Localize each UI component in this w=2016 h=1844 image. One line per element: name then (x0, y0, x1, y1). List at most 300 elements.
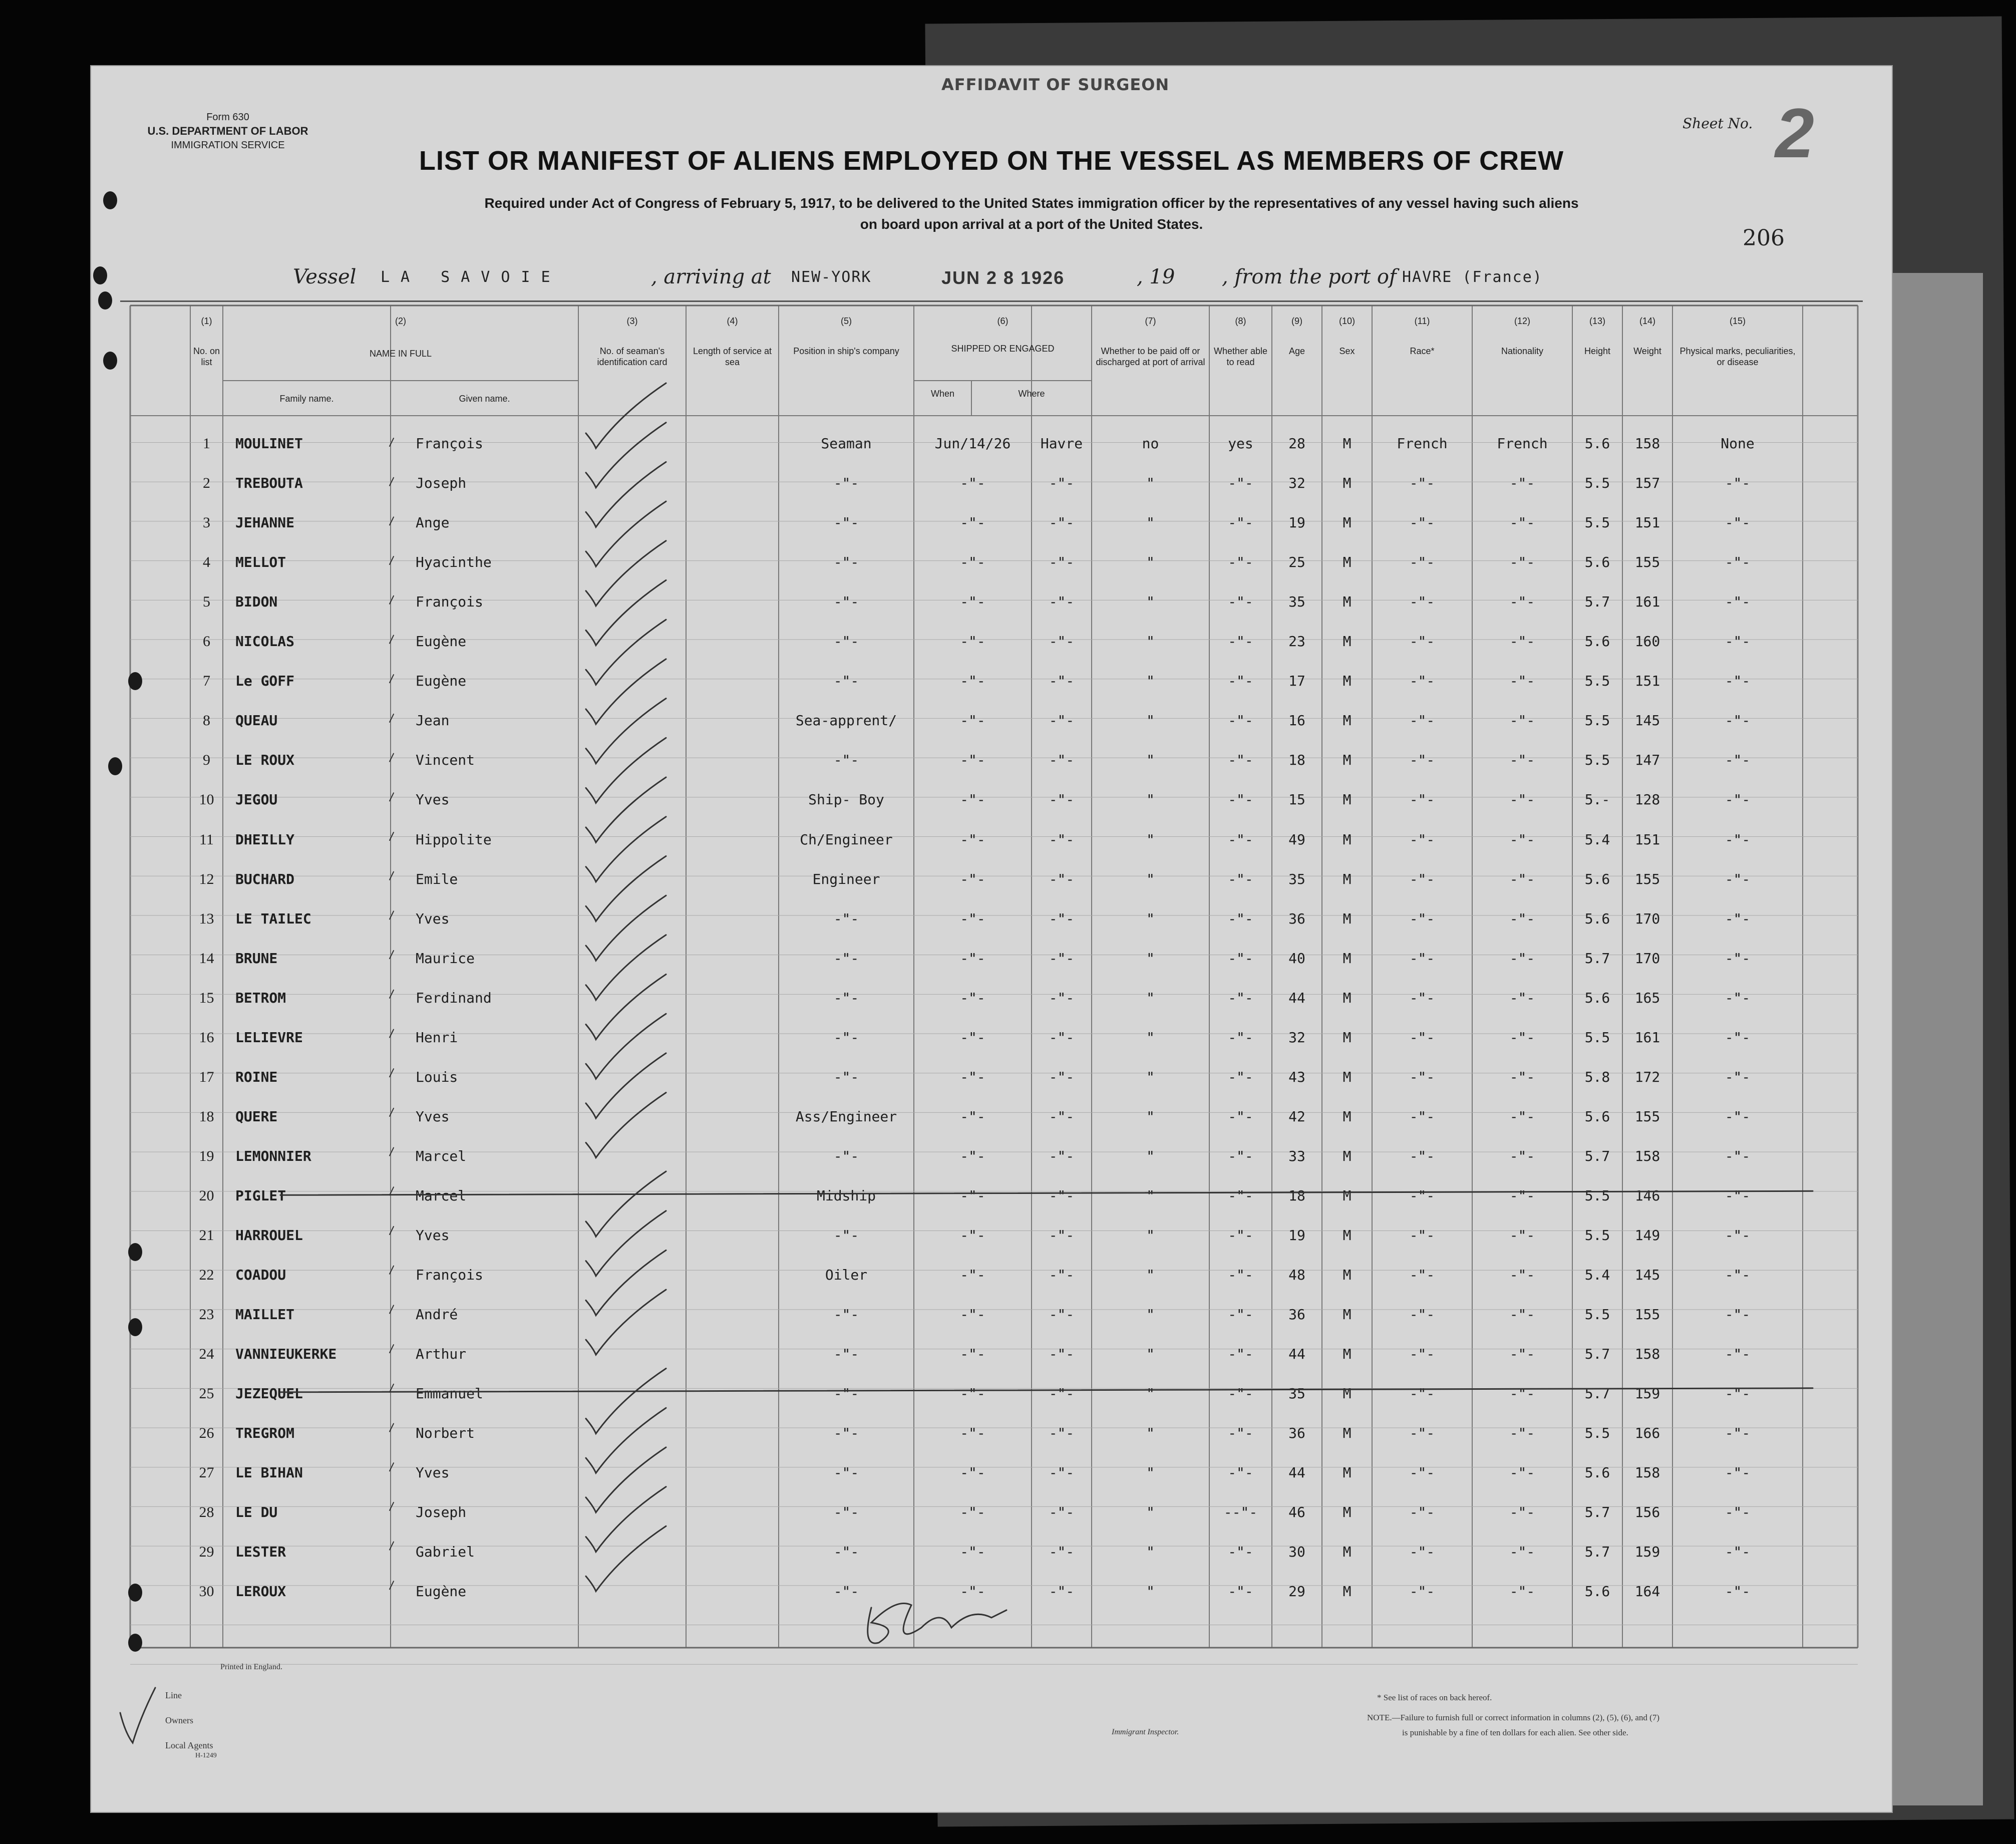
position: -"- (833, 989, 859, 1006)
shipped-where: -"- (1049, 554, 1075, 571)
sheet-number-label: Sheet No. (1683, 115, 1753, 132)
footer-owners-label: Owners (165, 1715, 193, 1725)
weight: 151 (1634, 673, 1660, 690)
physical-marks: -"- (1725, 1029, 1751, 1046)
family-name: LESTER (235, 1544, 286, 1561)
physical-marks: -"- (1725, 633, 1751, 650)
paid-off: " (1146, 1583, 1155, 1600)
check-mark-icon (586, 580, 666, 646)
given-name: Arthur (416, 1346, 467, 1363)
punch-hole (108, 757, 122, 775)
check-mark-icon (586, 423, 666, 488)
affidavit-heading: AFFIDAVIT OF SURGEON (941, 75, 1170, 94)
sex: M (1342, 1068, 1352, 1085)
form-service: IMMIGRATION SERVICE (171, 140, 285, 151)
header-weight: Weight (1633, 346, 1661, 356)
nationality: -"- (1509, 950, 1535, 967)
physical-marks: -"- (1725, 1267, 1751, 1284)
shipped-when: -"- (960, 1187, 985, 1204)
slash-mark-icon (390, 1069, 394, 1077)
age: 15 (1288, 791, 1305, 808)
nationality: -"- (1509, 1068, 1535, 1085)
shipped-where: -"- (1049, 1504, 1075, 1521)
footer-line-label: Line (165, 1690, 182, 1700)
weight: 145 (1634, 712, 1660, 729)
physical-marks: -"- (1725, 791, 1751, 808)
departure-port: HAVRE (France) (1402, 268, 1543, 286)
able-to-read: -"- (1228, 1583, 1253, 1600)
race: French (1397, 435, 1448, 452)
check-mark-icon (586, 738, 666, 803)
age: 48 (1288, 1267, 1305, 1284)
row-number: 7 (203, 673, 210, 690)
sex: M (1342, 1227, 1352, 1244)
height: 5.5 (1584, 1029, 1610, 1046)
weight: 166 (1634, 1425, 1660, 1442)
family-name: LE DU (235, 1504, 278, 1521)
weight: 159 (1634, 1385, 1660, 1402)
paid-off: " (1146, 1187, 1155, 1204)
weight: 172 (1634, 1068, 1660, 1085)
paid-off: " (1146, 1346, 1155, 1363)
header-race: Race* (1410, 346, 1435, 356)
physical-marks: -"- (1725, 1346, 1751, 1363)
check-mark-icon (586, 1369, 666, 1434)
family-name: LE BIHAN (235, 1464, 303, 1481)
able-to-read: -"- (1228, 712, 1253, 729)
shipped-where: -"- (1049, 870, 1075, 887)
footer-form-code: H-1249 (195, 1752, 217, 1759)
sex: M (1342, 989, 1352, 1006)
nationality: -"- (1509, 514, 1535, 531)
height: 5.5 (1584, 514, 1610, 531)
position: Ship- Boy (808, 791, 884, 808)
paid-off: " (1146, 1544, 1155, 1561)
family-name: QUEAU (235, 712, 278, 729)
slash-mark-icon (390, 1266, 394, 1274)
shipped-when: -"- (960, 1504, 985, 1521)
row-number: 25 (199, 1385, 214, 1402)
family-name: QUERE (235, 1108, 278, 1125)
slash-mark-icon (390, 832, 394, 840)
penalty-note-1: NOTE.—Failure to furnish full or correct information in columns (2), (5), (6), and (7) (1367, 1713, 1659, 1722)
shipped-where: -"- (1049, 791, 1075, 808)
physical-marks: -"- (1725, 1464, 1751, 1481)
position: -"- (833, 1346, 859, 1363)
height: 5.6 (1584, 1108, 1610, 1125)
position: Engineer (812, 870, 880, 887)
position: Oiler (825, 1267, 868, 1284)
paid-off: " (1146, 910, 1155, 927)
given-name: Yves (416, 1227, 450, 1244)
nationality: -"- (1509, 1227, 1535, 1244)
physical-marks: -"- (1725, 1385, 1751, 1402)
race: -"- (1409, 593, 1435, 610)
nationality: -"- (1509, 1504, 1535, 1521)
race: -"- (1409, 752, 1435, 769)
physical-marks: -"- (1725, 1306, 1751, 1323)
paid-off: " (1146, 1068, 1155, 1085)
row-number: 20 (199, 1187, 214, 1204)
race: -"- (1409, 673, 1435, 690)
nationality: -"- (1509, 752, 1535, 769)
header-length-service: Length of service at sea (693, 346, 772, 367)
shipped-when: -"- (960, 1544, 985, 1561)
race: -"- (1409, 1306, 1435, 1323)
check-mark-icon (586, 620, 666, 685)
age: 16 (1288, 712, 1305, 729)
nationality: -"- (1509, 1544, 1535, 1561)
age: 44 (1288, 1464, 1305, 1481)
slash-mark-icon (390, 675, 394, 683)
physical-marks: -"- (1725, 1544, 1751, 1561)
header-shipped-engaged: SHIPPED OR ENGAGED (951, 344, 1055, 354)
race: -"- (1409, 791, 1435, 808)
weight: 155 (1634, 870, 1660, 887)
height: 5.7 (1584, 1544, 1610, 1561)
row-number: 24 (199, 1346, 214, 1363)
shipped-where: -"- (1049, 1544, 1075, 1561)
race: -"- (1409, 1267, 1435, 1284)
shipped-where: -"- (1049, 831, 1075, 848)
age: 17 (1288, 673, 1305, 690)
check-mark-icon (586, 1408, 666, 1473)
slash-mark-icon (390, 872, 394, 880)
sex: M (1342, 712, 1352, 729)
check-mark-icon (586, 895, 666, 961)
shipped-where: -"- (1049, 1425, 1075, 1442)
position: -"- (833, 752, 859, 769)
slash-mark-icon (390, 1384, 394, 1392)
able-to-read: -"- (1228, 1227, 1253, 1244)
physical-marks: -"- (1725, 1147, 1751, 1164)
given-name: Yves (416, 1464, 450, 1481)
physical-marks: -"- (1725, 870, 1751, 887)
check-mark-icon (586, 699, 666, 764)
row-number: 30 (199, 1583, 214, 1600)
shipped-where: -"- (1049, 1464, 1075, 1481)
family-name: DHEILLY (235, 831, 295, 848)
given-name: Eugène (416, 1583, 467, 1600)
age: 19 (1288, 1227, 1305, 1244)
header-name-number: (2) (395, 316, 406, 326)
able-to-read: -"- (1228, 1464, 1253, 1481)
position: Ch/Engineer (800, 831, 893, 848)
height: 5.5 (1584, 712, 1610, 729)
row-number: 26 (199, 1425, 214, 1442)
slash-mark-icon (390, 1542, 394, 1550)
shipped-when: -"- (960, 791, 985, 808)
race: -"- (1409, 514, 1435, 531)
paid-off: " (1146, 633, 1155, 650)
given-name: Ange (416, 514, 450, 531)
age: 35 (1288, 870, 1305, 887)
given-name: Yves (416, 1108, 450, 1125)
race: -"- (1409, 950, 1435, 967)
slash-mark-icon (390, 478, 394, 486)
age: 29 (1288, 1583, 1305, 1600)
race: -"- (1409, 1029, 1435, 1046)
sex: M (1342, 1029, 1352, 1046)
shipped-when: -"- (960, 950, 985, 967)
slash-mark-icon (390, 1030, 394, 1038)
header-length-service-number: (4) (727, 316, 738, 326)
shipped-when: -"- (960, 870, 985, 887)
sex: M (1342, 554, 1352, 571)
position: -"- (833, 1306, 859, 1323)
age: 18 (1288, 752, 1305, 769)
height: 5.5 (1584, 475, 1610, 492)
race: -"- (1409, 1108, 1435, 1125)
age: 32 (1288, 1029, 1305, 1046)
age: 23 (1288, 633, 1305, 650)
race: -"- (1409, 1425, 1435, 1442)
slash-mark-icon (390, 1305, 394, 1313)
header-no-on-list-number: (1) (201, 316, 212, 326)
weight: 145 (1634, 1267, 1660, 1284)
weight: 159 (1634, 1544, 1660, 1561)
shipped-when: -"- (960, 989, 985, 1006)
position: -"- (833, 1425, 859, 1442)
family-name: BETROM (235, 989, 286, 1006)
given-name: Norbert (416, 1425, 475, 1442)
age: 44 (1288, 1346, 1305, 1363)
position: -"- (833, 910, 859, 927)
age: 44 (1288, 989, 1305, 1006)
given-name: François (416, 435, 483, 452)
header-weight-number: (14) (1639, 316, 1655, 326)
height: 5.7 (1584, 1385, 1610, 1402)
row-number: 10 (199, 791, 214, 808)
nationality: -"- (1509, 1306, 1535, 1323)
race: -"- (1409, 633, 1435, 650)
age: 36 (1288, 1425, 1305, 1442)
row-number: 23 (199, 1306, 214, 1323)
header-able-read-number: (8) (1235, 316, 1246, 326)
paid-off: " (1146, 1385, 1155, 1402)
weight: 170 (1634, 910, 1660, 927)
nationality: -"- (1509, 1029, 1535, 1046)
family-name: LE ROUX (235, 752, 295, 769)
height: 5.6 (1584, 1583, 1610, 1600)
race: -"- (1409, 831, 1435, 848)
shipped-when: -"- (960, 712, 985, 729)
family-name: MOULINET (235, 435, 303, 452)
row-number: 28 (199, 1504, 214, 1521)
slash-mark-icon (390, 990, 394, 998)
paid-off: " (1146, 554, 1155, 571)
sex: M (1342, 1346, 1352, 1363)
slash-mark-icon (390, 1148, 394, 1156)
age: 49 (1288, 831, 1305, 848)
family-name: Le GOFF (235, 673, 295, 690)
nationality: -"- (1509, 712, 1535, 729)
age: 33 (1288, 1147, 1305, 1164)
sex: M (1342, 1583, 1352, 1600)
age: 35 (1288, 593, 1305, 610)
shipped-where: -"- (1049, 633, 1075, 650)
slash-mark-icon (390, 636, 394, 644)
header-id-card-number: (3) (626, 316, 638, 326)
height: 5.7 (1584, 1147, 1610, 1164)
shipped-when: -"- (960, 1108, 985, 1125)
slash-mark-icon (390, 714, 394, 722)
header-family-name: Family name. (279, 394, 334, 404)
family-name: LEROUX (235, 1583, 286, 1600)
shipped-where: -"- (1049, 712, 1075, 729)
shipped-where: -"- (1049, 1187, 1075, 1204)
check-mark-icon (586, 1093, 666, 1158)
physical-marks: -"- (1725, 910, 1751, 927)
able-to-read: -"- (1228, 1306, 1253, 1323)
weight: 161 (1634, 593, 1660, 610)
nationality: -"- (1509, 633, 1535, 650)
printed-in-england: Printed in England. (220, 1663, 282, 1671)
check-mark-icon (586, 1487, 666, 1552)
sex: M (1342, 1425, 1352, 1442)
family-name: LEMONNIER (235, 1147, 311, 1164)
able-to-read: -"- (1228, 514, 1253, 531)
slash-mark-icon (390, 754, 394, 762)
weight: 165 (1634, 989, 1660, 1006)
row-number: 2 (203, 475, 210, 492)
shipped-when: -"- (960, 593, 985, 610)
weight: 151 (1634, 514, 1660, 531)
position: Sea-apprent/ (795, 712, 897, 729)
slash-mark-icon (390, 1424, 394, 1432)
slash-mark-icon (390, 596, 394, 604)
check-mark-icon (586, 1250, 666, 1315)
row-number: 4 (203, 554, 210, 571)
nationality: -"- (1509, 989, 1535, 1006)
shipped-where: -"- (1049, 1346, 1075, 1363)
given-name: Marcel (416, 1147, 467, 1164)
age: 42 (1288, 1108, 1305, 1125)
able-to-read: --"- (1223, 1504, 1258, 1521)
shipped-where: -"- (1049, 910, 1075, 927)
physical-marks: -"- (1725, 712, 1751, 729)
position: -"- (833, 1147, 859, 1164)
form-department: U.S. DEPARTMENT OF LABOR (147, 125, 308, 137)
header-able-read: Whether able to read (1213, 346, 1268, 367)
subtitle-line-1: Required under Act of Congress of February 5, 1917, to be delivered to the United States immigration officer by the representatives of any vessel having such aliens (484, 195, 1579, 211)
position: -"- (833, 1464, 859, 1481)
nationality: -"- (1509, 1187, 1535, 1204)
position: -"- (833, 1504, 859, 1521)
race: -"- (1409, 870, 1435, 887)
position: -"- (833, 593, 859, 610)
able-to-read: -"- (1228, 673, 1253, 690)
weight: 149 (1634, 1227, 1660, 1244)
age: 25 (1288, 554, 1305, 571)
shipped-when: -"- (960, 1306, 985, 1323)
physical-marks: -"- (1725, 752, 1751, 769)
punch-hole (98, 291, 112, 310)
race: -"- (1409, 1068, 1435, 1085)
check-mark-icon (586, 541, 666, 606)
nationality: -"- (1509, 1108, 1535, 1125)
height: 5.4 (1584, 1267, 1610, 1284)
physical-marks: -"- (1725, 514, 1751, 531)
able-to-read: -"- (1228, 1147, 1253, 1164)
age: 43 (1288, 1068, 1305, 1085)
weight: 157 (1634, 475, 1660, 492)
nationality: -"- (1509, 593, 1535, 610)
paid-off: " (1146, 831, 1155, 848)
race: -"- (1409, 1187, 1435, 1204)
row-number: 11 (199, 831, 214, 848)
slash-mark-icon (390, 1187, 394, 1195)
shipped-when: -"- (960, 1583, 985, 1600)
row-number: 9 (203, 752, 210, 769)
check-mark-icon (586, 935, 666, 1000)
punch-hole (128, 1634, 142, 1652)
shipped-when: -"- (960, 1385, 985, 1402)
header-age-number: (9) (1291, 316, 1302, 326)
able-to-read: -"- (1228, 950, 1253, 967)
nationality: -"- (1509, 1147, 1535, 1164)
shipped-where: Havre (1040, 435, 1083, 452)
header-height: Height (1584, 346, 1611, 356)
height: 5.6 (1584, 910, 1610, 927)
family-name: BUCHARD (235, 870, 295, 887)
family-name: JEZEQUEL (235, 1385, 303, 1402)
able-to-read: -"- (1228, 989, 1253, 1006)
weight: 155 (1634, 1306, 1660, 1323)
able-to-read: -"- (1228, 1425, 1253, 1442)
shipped-where: -"- (1049, 950, 1075, 967)
shipped-where: -"- (1049, 593, 1075, 610)
height: 5.6 (1584, 870, 1610, 887)
age: 19 (1288, 514, 1305, 531)
race: -"- (1409, 1544, 1435, 1561)
header-nationality: Nationality (1501, 346, 1544, 356)
check-mark-icon (586, 1211, 666, 1276)
header-paid-off: Whether to be paid off or discharged at port of arrival (1096, 346, 1205, 367)
race: -"- (1409, 1504, 1435, 1521)
weight: 147 (1634, 752, 1660, 769)
weight: 155 (1634, 554, 1660, 571)
punch-hole (103, 191, 117, 209)
slash-mark-icon (390, 556, 394, 564)
race: -"- (1409, 910, 1435, 927)
physical-marks: -"- (1725, 1227, 1751, 1244)
row-number: 15 (199, 989, 214, 1006)
weight: 170 (1634, 950, 1660, 967)
sex: M (1342, 673, 1352, 690)
family-name: NICOLAS (235, 633, 295, 650)
height: 5.5 (1584, 1227, 1610, 1244)
strike-line (280, 1388, 1813, 1392)
sex: M (1342, 950, 1352, 967)
age: 36 (1288, 1306, 1305, 1323)
race: -"- (1409, 989, 1435, 1006)
header-height-number: (13) (1589, 316, 1605, 326)
paid-off: " (1146, 1306, 1155, 1323)
check-mark-icon (586, 1171, 666, 1237)
sex: M (1342, 1147, 1352, 1164)
family-name: LELIEVRE (235, 1029, 303, 1046)
shipped-when: -"- (960, 910, 985, 927)
check-mark-icon (586, 856, 666, 921)
paid-off: " (1146, 712, 1155, 729)
weight: 158 (1634, 1346, 1660, 1363)
shipped-when: -"- (960, 1464, 985, 1481)
height: 5.5 (1584, 1425, 1610, 1442)
able-to-read: -"- (1228, 1346, 1253, 1363)
nationality: -"- (1509, 673, 1535, 690)
position: -"- (833, 950, 859, 967)
